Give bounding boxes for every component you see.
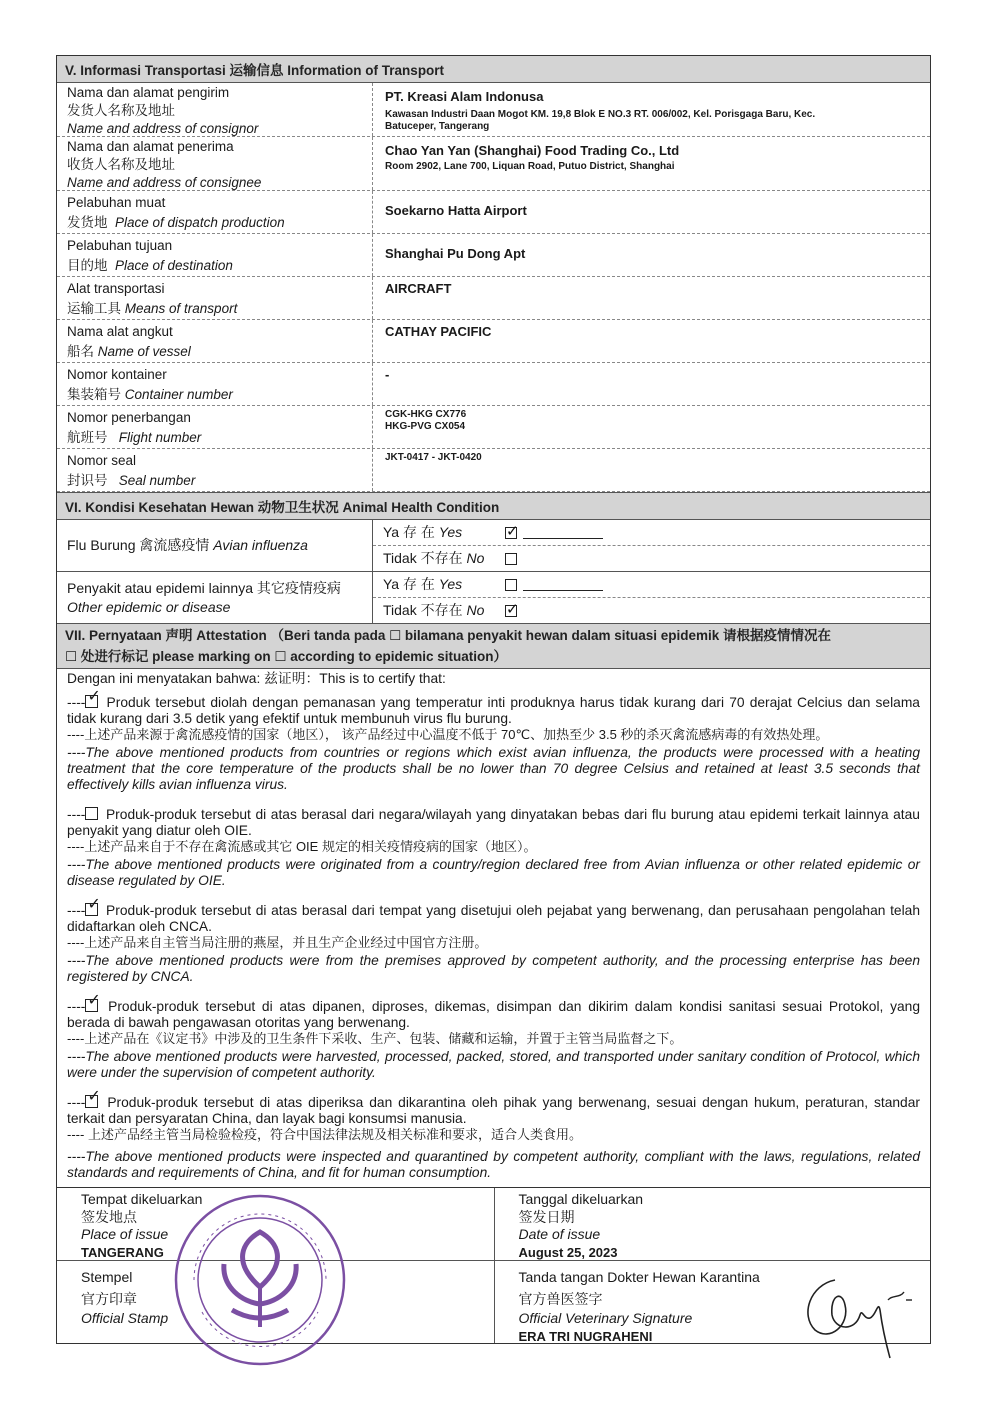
attestation-item-1-en: ----The above mentioned products from countries or regions which exist avian influenza, the products were processed with a heating treatment that the core temperature of the products shall be no lower than 70 degree Celsius and retained at least 3.5 seconds that effectively kills avian influenza virus. xyxy=(67,745,920,792)
stamp-label-en: Official Stamp xyxy=(81,1310,169,1326)
flight-label-zh: 航班号 xyxy=(67,430,108,445)
attestation-header-line1: VII. Pernyataan 声明 Attestation （Beri tanda pada ☐ bilamana penyakit hewan dalam situasi epidemik 请根据疫情情况在 xyxy=(65,628,832,643)
seal-value: JKT-0417 - JKT-0420 xyxy=(385,452,482,463)
attestation-intro: Dengan ini menyatakan bahwa: 兹证明：This is to certify that: xyxy=(67,671,446,686)
place-label-id: Tempat dikeluarkan xyxy=(81,1191,203,1207)
other-no-checkbox[interactable] xyxy=(505,605,517,617)
attestation-item-3-en: ----The above mentioned products were from the premises approved by competent authority, and the processing enterprise has been registered by CNCA. xyxy=(67,953,920,984)
dispatch-label-en: Place of dispatch production xyxy=(115,215,285,230)
other-yes-id: Ya xyxy=(383,576,400,592)
flight-row xyxy=(57,406,930,449)
other-yes-en: Yes xyxy=(438,576,463,592)
other-yes-checkbox[interactable] xyxy=(505,579,517,591)
item-4-checkbox[interactable] xyxy=(85,999,98,1012)
consignee-label-en: Name and address of consignee xyxy=(67,175,262,190)
consignee-label-id: Nama dan alamat penerima xyxy=(67,139,234,154)
flight-label-id: Nomor penerbangan xyxy=(67,410,191,425)
health-header: VI. Kondisi Kesehatan Hewan 动物卫生状况 Animal Health Condition xyxy=(57,492,930,520)
attestation-item-4-id: ----✓ Produk-produk tersebut di atas dipanen, diproses, dikemas, disimpan dan dikirim dalam kondisi sanitasi sesuai Protokol, yang berada di bawah pengawasan otoritas yang berwenang. xyxy=(67,999,920,1031)
means-label-id: Alat transportasi xyxy=(67,281,165,296)
attestation-item-4-zh: ----上述产品在《议定书》中涉及的卫生条件下采收、生产、包装、储藏和运输，并置于主管当局监督之下。 xyxy=(67,1031,683,1046)
avian-influenza-row xyxy=(57,520,930,572)
seal-label-zh: 封识号 xyxy=(67,473,108,488)
attestation-header-line2: ☐ 处进行标记 please marking on ☐ according to epidemic situation） xyxy=(65,649,508,664)
item-2-checkbox[interactable] xyxy=(85,807,98,820)
container-label-en: Container number xyxy=(124,387,233,402)
vessel-label-zh: 船名 xyxy=(67,344,94,359)
item-5-checkbox[interactable] xyxy=(85,1095,98,1108)
consignor-address-1: Kawasan Industri Daan Mogot KM. 19,8 Blok E NO.3 RT. 006/002, Kel. Porisgaga Baru, Kec. xyxy=(385,109,816,120)
date-value: August 25, 2023 xyxy=(518,1244,618,1260)
ai-label-zh: 禽流感疫情 xyxy=(139,537,210,553)
attestation-body xyxy=(57,669,930,1187)
container-row xyxy=(57,363,930,406)
attestation-header xyxy=(57,624,930,669)
sig-label-en: Official Veterinary Signature xyxy=(518,1310,693,1326)
place-label-zh: 签发地点 xyxy=(81,1208,137,1225)
flight-value-2: HKG-PVG CX054 xyxy=(385,421,466,432)
container-label-zh: 集装箱号 xyxy=(67,387,121,402)
sig-name: ERA TRI NUGRAHENI xyxy=(518,1328,653,1344)
seal-label-id: Nomor seal xyxy=(67,453,137,468)
consignor-label-zh: 发货人名称及地址 xyxy=(67,103,175,118)
attestation-item-3-id: ----✓ Produk-produk tersebut di atas berasal dari tempat yang disetujui oleh pejabat yang berwenang, dan perusahaan pengolahan telah didaftarkan oleh CNCA. xyxy=(67,903,920,935)
attestation-item-3-zh: ----上述产品来自主管当局注册的燕屋，并且生产企业经过中国官方注册。 xyxy=(67,935,488,950)
transport-header: V. Informasi Transportasi 运输信息 Information of Transport xyxy=(57,56,930,83)
consignor-address-2: Batuceper, Tangerang xyxy=(385,121,490,132)
other-label-zh: 其它疫情疫病 xyxy=(256,579,341,596)
consignor-label-id: Nama dan alamat pengirim xyxy=(67,85,230,100)
item-1-checkbox[interactable] xyxy=(85,695,98,708)
means-value: AIRCRAFT xyxy=(385,281,452,296)
ai-yes-id: Ya xyxy=(383,524,400,540)
other-label-id: Penyakit atau epidemi lainnya xyxy=(67,579,254,596)
consignor-label-en: Name and address of consignor xyxy=(67,121,259,136)
flight-value-1: CGK-HKG CX776 xyxy=(385,409,467,420)
flight-label-en: Flight number xyxy=(118,430,202,445)
destination-label-zh: 目的地 xyxy=(67,258,108,273)
ai-yes-blank xyxy=(523,526,603,539)
ai-no-en: No xyxy=(466,550,485,566)
attestation-item-5-en: ----The above mentioned products were inspected and quarantined by competent authority, compliant with the laws, regulations, related standards and requirements of China, and fit for human consumption. xyxy=(67,1149,920,1180)
consignee-name: Chao Yan Yan (Shanghai) Food Trading Co., Ltd xyxy=(385,143,680,158)
dispatch-row xyxy=(57,191,930,234)
attestation-item-2-id: ---- Produk-produk tersebut di atas berasal dari negara/wilayah yang dinyatakan bebas dari flu burung atau epidemi terkait lainnya atau penyakit yang diatur oleh OIE. xyxy=(67,807,920,838)
ai-no-zh: 不存在 xyxy=(420,550,463,566)
other-yes-zh: 存 在 xyxy=(402,576,435,592)
attestation-item-1-zh: ----上述产品来源于禽流感疫情的国家（地区）， 该产品经过中心温度不低于 70℃、加热至少 3.5 秒的杀灭禽流感病毒的有效热处理。 xyxy=(67,727,829,742)
seal-row xyxy=(57,449,930,492)
other-label-en: Other epidemic or disease xyxy=(67,598,231,615)
signature-scribble xyxy=(800,1270,920,1360)
destination-value: Shanghai Pu Dong Apt xyxy=(385,246,526,261)
ai-yes-checkbox[interactable] xyxy=(505,527,517,539)
destination-label-id: Pelabuhan tujuan xyxy=(67,238,173,253)
consignee-address: Room 2902, Lane 700, Liquan Road, Putuo District, Shanghai xyxy=(385,161,675,172)
quarantine-stamp-seal xyxy=(172,1192,348,1368)
seal-label-en: Seal number xyxy=(118,473,196,488)
consignee-row xyxy=(57,137,930,191)
attestation-item-1-id: ----✓ Produk tersebut diolah dengan pemanasan yang temperatur inti produknya harus tidak kurang dari 70 derajat Celcius dan selama tidak kurang dari 3.5 detik yang efektif untuk membunuh virus flu burung. xyxy=(67,695,920,727)
sig-label-id: Tanda tangan Dokter Hewan Karantina xyxy=(518,1269,760,1285)
attestation-item-2-en: ----The above mentioned products were originated from a country/region declared free from Avian influenza or other related epidemic or disease regulated by OIE. xyxy=(67,857,920,888)
dispatch-value: Soekarno Hatta Airport xyxy=(385,203,527,218)
ai-label-id: Flu Burung xyxy=(67,537,136,553)
container-value: - xyxy=(385,367,390,382)
attestation-item-5-zh: ---- 上述产品经主管当局检验检疫，符合中国法律法规及相关标准和要求，适合人类食用。 xyxy=(67,1127,582,1142)
date-label-id: Tanggal dikeluarkan xyxy=(518,1191,644,1207)
attestation-item-4-en: ----The above mentioned products were harvested, processed, packed, stored, and transported under sanitary condition of Protocol, which were under the supervision of competent authority. xyxy=(67,1049,920,1080)
container-label-id: Nomor kontainer xyxy=(67,367,167,382)
vessel-row xyxy=(57,320,930,363)
destination-row xyxy=(57,234,930,277)
ai-yes-en: Yes xyxy=(438,524,463,540)
means-label-zh: 运输工具 xyxy=(67,301,121,316)
vessel-label-id: Nama alat angkut xyxy=(67,324,173,339)
ai-no-id: Tidak xyxy=(383,550,417,566)
consignor-name: PT. Kreasi Alam Indonusa xyxy=(385,89,544,104)
place-label-en: Place of issue xyxy=(81,1226,169,1242)
ai-yes-zh: 存 在 xyxy=(402,524,435,540)
date-label-zh: 签发日期 xyxy=(518,1208,575,1225)
dispatch-label-zh: 发货地 xyxy=(67,215,108,230)
transport-section xyxy=(56,55,931,1344)
consignee-label-zh: 收货人名称及地址 xyxy=(67,157,175,172)
attestation-item-2-zh: ----上述产品来自于不存在禽流感或其它 OIE 规定的相关疫情疫病的国家（地区）。 xyxy=(67,839,537,854)
destination-label-en: Place of destination xyxy=(115,258,233,273)
other-no-en: No xyxy=(466,602,485,618)
date-label-en: Date of issue xyxy=(518,1226,601,1242)
attestation-item-5-id: ----✓ Produk-produk tersebut di atas diperiksa dan dikarantina oleh pihak yang berwenang, sesuai dengan hukum, peraturan, standar terkait dan persyaratan China, dan layak bagi konsumsi manusia. xyxy=(67,1095,920,1127)
ai-label-en: Avian influenza xyxy=(213,537,308,553)
other-disease-row xyxy=(57,572,930,624)
vessel-label-en: Name of vessel xyxy=(97,344,191,359)
certificate-page xyxy=(56,55,931,1344)
dispatch-label-id: Pelabuhan muat xyxy=(67,195,166,210)
other-no-zh: 不存在 xyxy=(420,602,463,618)
date-of-issue xyxy=(494,1188,931,1260)
place-value: TANGERANG xyxy=(81,1244,164,1260)
stamp-label-zh: 官方印章 xyxy=(81,1290,137,1307)
ai-no-checkbox[interactable] xyxy=(505,553,517,565)
vessel-value: CATHAY PACIFIC xyxy=(385,324,492,339)
other-no-id: Tidak xyxy=(383,602,417,618)
means-label-en: Means of transport xyxy=(124,301,238,316)
other-yes-blank xyxy=(523,578,603,591)
stamp-label-id: Stempel xyxy=(81,1269,133,1285)
means-row xyxy=(57,277,930,320)
consignor-row xyxy=(57,83,930,137)
item-3-checkbox[interactable] xyxy=(85,903,98,916)
sig-label-zh: 官方兽医签字 xyxy=(518,1290,603,1307)
